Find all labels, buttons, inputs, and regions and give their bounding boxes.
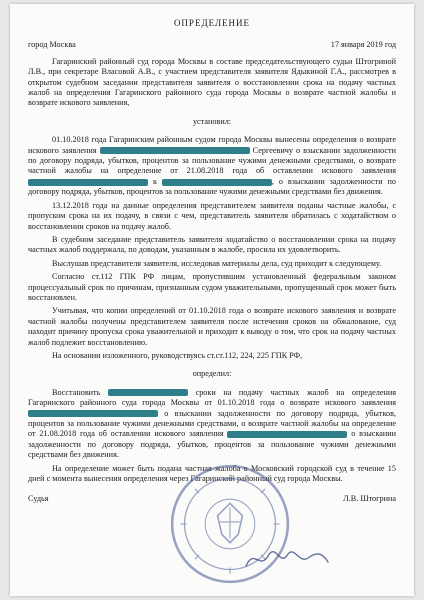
paragraph-1 (28, 135, 396, 197)
redaction (227, 431, 347, 438)
ruling-1-part-b: сроки на подачу частных жалоб на определения Гагаринского районного суда города Москвы от 01.10.2018 года о возврате искового заявления (28, 387, 397, 408)
document-date: 17 января 2019 год (330, 40, 396, 50)
established-heading: установил: (192, 116, 232, 126)
document-body (28, 18, 396, 505)
ruling-1-part-d: о взыскании задолженности по договору подряда, убытков, процентов за пользование чужими денежными средствами без движения. (28, 429, 397, 460)
intro-paragraph: Гагаринский районный суд города Москвы в составе председательствующего судьи Штогриной Л.В., при секретаре Власовой А.В., с участием представителя заявителя Ядыкиной Г.А., рассмотрев в открытом судебном заседании представителя заявителя о восстановлении срока на подачу частных жалоб на определения Гагаринского районного суда города Москвы о возврате частной жалобы и возврате искового заявления, (28, 56, 396, 108)
judge-name: Л.В. Штогрина (343, 494, 396, 504)
paragraph-1-part-c: к (152, 176, 157, 186)
redaction (108, 389, 188, 396)
judge-label: Судья (28, 494, 49, 504)
redaction (100, 147, 250, 154)
redaction (28, 410, 158, 417)
header-row (28, 40, 396, 50)
paragraph-2: 13.12.2018 года на данные определения представителем заявителя поданы частные жалобы, с пропуском срока на их подачу, в связи с чем, представитель заявителя обратилась с ходатайством о восстановлении сроков на подачу жалоб. (28, 200, 396, 231)
redaction (162, 179, 272, 186)
paragraph-1-part-d: , о взыскании задолженности по договору подряда, убытков, процентов за пользование чужими денежными средствами без движения. (28, 176, 397, 197)
ruling-1-part-c: о взыскании задолженности по договору подряда, убытков, процентов за пользование чужими денежными средствами, о возврате частной жалобы на определение от 21.08.2018 года об оставлении искового заявления (28, 408, 397, 439)
ruling-1 (28, 388, 396, 461)
redaction (28, 179, 148, 186)
paragraph-1-part-b: Сергеевичу о взыскании задолженности по договору подряда, убытков, процентов за пользование чужими денежными средствами, о возврате частной жалобы на определение от 21.08.2018 года об оставлении искового заявления (28, 145, 397, 176)
ruling-2: На определение может быть подана частная жалоба в Московский городской суд в течение 15 дней с момента вынесения определения через Гагаринский районный суд города Москвы. (28, 463, 396, 484)
paragraph-4: Выслушав представителя заявителя, исследовав материалы дела, суд приходит к следующему. (52, 258, 382, 268)
paragraph-3: В судебном заседание представитель заявителя ходатайство о восстановлении срока на подачу частных жалоб поддержала, по доводам, указанным в жалобе, просила их удовлетворить. (28, 234, 396, 255)
paragraph-1-part-a: 01.10.2018 года Гагаринским районным судом города Москвы вынесены определения о возврате искового заявления (28, 135, 396, 155)
paragraph-5: Согласно ст.112 ГПК РФ лицам, пропустившим установленный федеральным законом процессуальный срок по причинам, признанным судом уважительными, пропущенный срок может быть восстановлен. (28, 272, 396, 302)
ruling-1-part-a: Восстановить (52, 387, 101, 397)
document-page (10, 4, 414, 596)
paragraph-7: На основании изложенного, руководствуясь ст.ст.112, 224, 225 ГПК РФ, (52, 350, 303, 360)
document-title: ОПРЕДЕЛЕНИЕ (173, 18, 251, 28)
determined-heading: определил: (192, 369, 232, 379)
city: город Москва (28, 40, 76, 50)
paragraph-6: Учитывая, что копии определений от 01.10.2018 года о возврате искового заявления и возврате частной жалобы получены представителем заявителя после истечения сроков на обжалование, суд находит причину пропуска срока уважительной и приходит к выводу о том, что срок на подачу частных жалоб подлежит восстановлению. (28, 306, 396, 347)
handwritten-signature (242, 544, 332, 574)
